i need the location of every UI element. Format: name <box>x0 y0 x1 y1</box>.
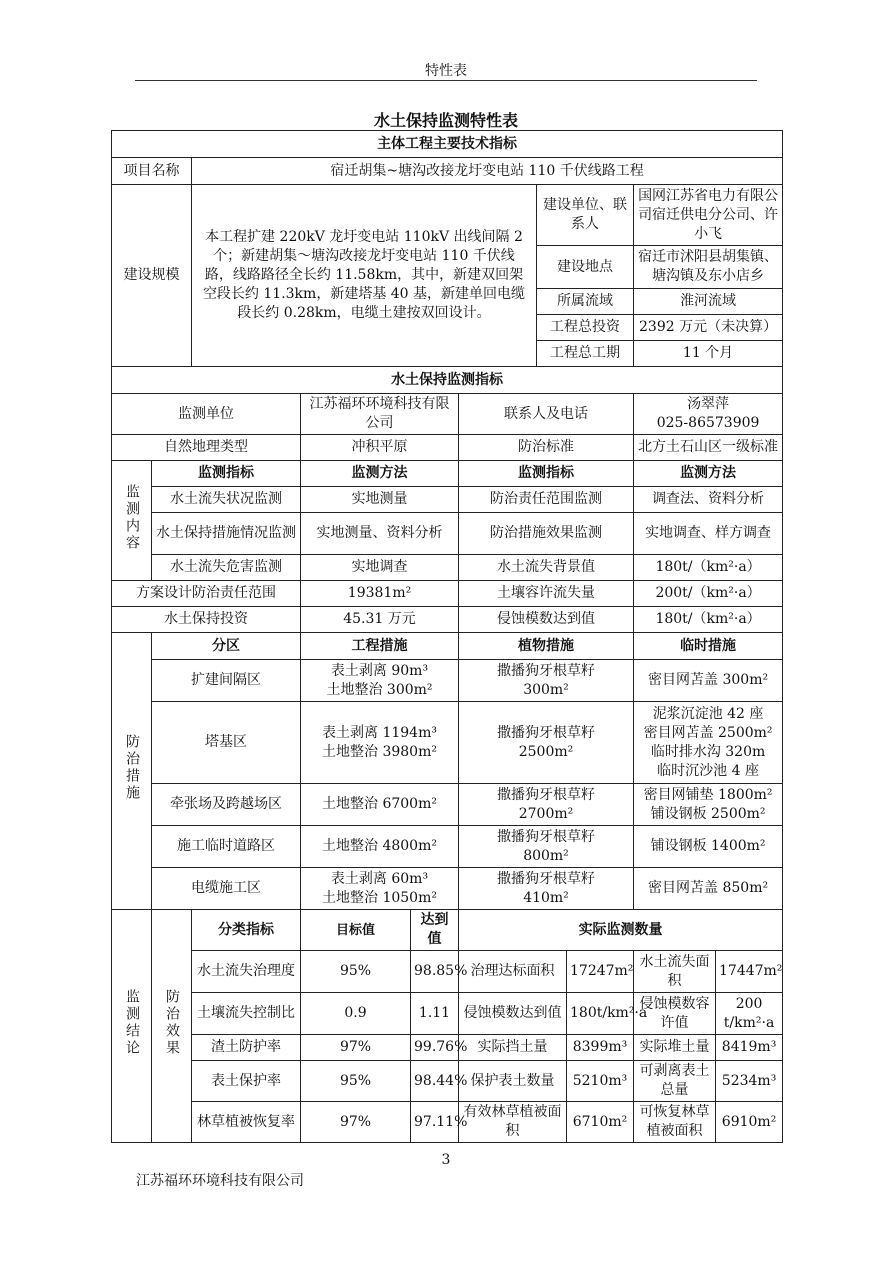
actual-value-2: 17447m² <box>716 951 783 993</box>
zone-name: 电缆施工区 <box>152 868 301 910</box>
basin-label: 所属流域 <box>537 289 634 315</box>
actual-item-2: 可恢复林草植被面积 <box>634 1102 716 1143</box>
engineering-measures: 表土剥离 1194m³ 土地整治 3980m² <box>301 702 459 784</box>
effect-row <box>112 951 783 993</box>
characteristics-table <box>111 130 783 1143</box>
monitoring-indicator: 水土保持措施情况监测 <box>152 513 301 555</box>
category-header: 分类指标 <box>192 910 301 951</box>
effect-label: 防治效果 <box>152 910 192 1143</box>
monitoring-indicator: 水土流失背景值 <box>459 555 634 581</box>
plant-measures: 撒播狗牙根草籽 2700m² <box>459 784 634 826</box>
construction-unit-value: 国网江苏省电力有限公司宿迁供电分公司、许小飞 <box>634 185 783 246</box>
actual-value-2: 8419m³ <box>716 1035 783 1061</box>
footer-company: 江苏福环环境科技有限公司 <box>136 1173 304 1189</box>
actual-value-1: 180t/km²·a <box>567 993 634 1035</box>
prevention-measures-label: 防治措施 <box>112 633 152 910</box>
header-divider <box>135 80 757 81</box>
engineering-measures: 土地整治 6700m² <box>301 784 459 826</box>
contact-label: 联系人及电话 <box>459 394 634 435</box>
monitoring-method: 180t/（km²·a） <box>634 555 783 581</box>
contact-value <box>634 394 783 435</box>
scale-text: 本工程扩建 220kV 龙圩变电站 110kV 出线间隔 2 个；新建胡集～塘沟改接龙圩变电站 110 千伏线路，线路路径全长约 11.58km，其中，新建双回架空段长约 11.3km，新建塔基 40 基，新建单回电缆段长约 0.28km，电缆土建按双回设计。 <box>192 185 537 367</box>
engineering-measures: 表土剥离 90m³ 土地整治 300m² <box>301 660 459 702</box>
monitoring-indicator: 防治责任范围监测 <box>459 487 634 513</box>
plant-measures: 撒播狗牙根草籽 800m² <box>459 826 634 868</box>
actual-item-2: 实际堆土量 <box>634 1035 716 1061</box>
actual-item-1: 治理达标面积 <box>459 951 567 993</box>
target-value: 0.9 <box>301 993 411 1035</box>
monitoring-content-label: 监测内容 <box>112 461 152 581</box>
target-value: 97% <box>301 1035 411 1061</box>
contact-phone: 025-86573909 <box>656 415 760 431</box>
target-value: 95% <box>301 1061 411 1102</box>
standard-value: 北方土石山区一级标准 <box>634 435 783 461</box>
plant-measures: 撒播狗牙根草籽 410m² <box>459 868 634 910</box>
page-header: 特性表 <box>425 63 467 79</box>
zone-name: 扩建间隔区 <box>152 660 301 702</box>
zone-header: 分区 <box>152 633 301 660</box>
effect-row <box>112 993 783 1035</box>
effect-row <box>112 1061 783 1102</box>
target-header: 目标值 <box>301 910 411 951</box>
actual-item-1: 有效林草植被面积 <box>459 1102 567 1143</box>
geo-type-label: 自然地理类型 <box>112 435 301 461</box>
actual-value-1: 8399m³ <box>567 1035 634 1061</box>
scope-value: 19381m² <box>301 581 459 607</box>
temporary-measures: 铺设钢板 1400m² <box>634 826 783 868</box>
erosion-achieved-label: 侵蚀模数达到值 <box>459 607 634 633</box>
achieved-value: 1.11 <box>411 993 459 1035</box>
actual-value-2: 5234m³ <box>716 1061 783 1102</box>
actual-item-1: 实际挡土量 <box>459 1035 567 1061</box>
period-value: 11 个月 <box>634 341 783 367</box>
engineering-header: 工程措施 <box>301 633 459 660</box>
project-name-label: 项目名称 <box>112 158 192 185</box>
monitoring-indicator: 防治措施效果监测 <box>459 513 634 555</box>
effect-row <box>112 1035 783 1061</box>
monitoring-indicator: 水土流失危害监测 <box>152 555 301 581</box>
document-title: 水土保持监测特性表 <box>373 111 518 130</box>
sw-investment-label: 水土保持投资 <box>112 607 301 633</box>
target-value: 97% <box>301 1102 411 1143</box>
category-name: 表土保护率 <box>192 1061 301 1102</box>
temporary-measures: 密目网苫盖 300m² <box>634 660 783 702</box>
section-title-main-project: 主体工程主要技术指标 <box>112 131 783 158</box>
monitoring-unit-label: 监测单位 <box>112 394 301 435</box>
actual-value-2: 6910m² <box>716 1102 783 1143</box>
contact-name: 汤翠萍 <box>687 396 730 412</box>
site-label: 建设地点 <box>537 246 634 289</box>
monitoring-method: 实地调查 <box>301 555 459 581</box>
section-title-monitoring: 水土保持监测指标 <box>112 367 783 394</box>
achieved-value: 99.76% <box>411 1035 459 1061</box>
achieved-value: 98.44% <box>411 1061 459 1102</box>
category-name: 水土流失治理度 <box>192 951 301 993</box>
actual-value-1: 6710m² <box>567 1102 634 1143</box>
indicator-header-1: 监测指标 <box>152 461 301 487</box>
geo-type-value: 冲积平原 <box>301 435 459 461</box>
allowable-loss-label: 土壤容许流失量 <box>459 581 634 607</box>
plant-measures: 撒播狗牙根草籽 300m² <box>459 660 634 702</box>
scale-label: 建设规模 <box>112 185 192 367</box>
standard-label: 防治标准 <box>459 435 634 461</box>
zone-name: 牵张场及跨越场区 <box>152 784 301 826</box>
project-name-value: 宿迁胡集~塘沟改接龙圩变电站 110 千伏线路工程 <box>192 158 783 185</box>
erosion-achieved-value: 180t/（km²·a） <box>634 607 783 633</box>
sw-investment-value: 45.31 万元 <box>301 607 459 633</box>
achieved-value: 97.11% <box>411 1102 459 1143</box>
basin-value: 淮河流域 <box>634 289 783 315</box>
actual-header: 实际监测数量 <box>459 910 783 951</box>
period-label: 工程总工期 <box>537 341 634 367</box>
effect-row <box>112 1102 783 1143</box>
achieved-header: 达到值 <box>411 910 459 951</box>
engineering-measures: 土地整治 4800m² <box>301 826 459 868</box>
achieved-value: 98.85% <box>411 951 459 993</box>
monitoring-method: 实地测量 <box>301 487 459 513</box>
page-number: 3 <box>441 1152 451 1168</box>
plant-header: 植物措施 <box>459 633 634 660</box>
actual-item-2: 可剥离表土总量 <box>634 1061 716 1102</box>
zone-name: 塔基区 <box>152 702 301 784</box>
method-header-1: 监测方法 <box>301 461 459 487</box>
temporary-measures: 密目网苫盖 850m² <box>634 868 783 910</box>
method-header-2: 监测方法 <box>634 461 783 487</box>
category-name: 渣土防护率 <box>192 1035 301 1061</box>
actual-value-1: 17247m² <box>567 951 634 993</box>
actual-item-1: 侵蚀模数达到值 <box>459 993 567 1035</box>
actual-item-2: 水土流失面积 <box>634 951 716 993</box>
actual-value-1: 5210m³ <box>567 1061 634 1102</box>
actual-item-2: 侵蚀模数容许值 <box>634 993 716 1035</box>
indicator-header-2: 监测指标 <box>459 461 634 487</box>
scope-label: 方案设计防治责任范围 <box>112 581 301 607</box>
construction-unit-label: 建设单位、联系人 <box>537 185 634 246</box>
monitoring-method: 实地测量、资料分析 <box>301 513 459 555</box>
category-name: 土壤流失控制比 <box>192 993 301 1035</box>
category-name: 林草植被恢复率 <box>192 1102 301 1143</box>
actual-item-1: 保护表土数量 <box>459 1061 567 1102</box>
actual-value-2: 200 t/km²·a <box>716 993 783 1035</box>
zone-name: 施工临时道路区 <box>152 826 301 868</box>
monitoring-method: 实地调查、样方调查 <box>634 513 783 555</box>
temporary-measures: 泥浆沉淀池 42 座 密目网苫盖 2500m² 临时排水沟 320m 临时沉沙池 4 座 <box>634 702 783 784</box>
target-value: 95% <box>301 951 411 993</box>
temporary-header: 临时措施 <box>634 633 783 660</box>
monitoring-method: 调查法、资料分析 <box>634 487 783 513</box>
plant-measures: 撒播狗牙根草籽 2500m² <box>459 702 634 784</box>
conclusion-label: 监测结论 <box>112 910 152 1143</box>
monitoring-unit-value: 江苏福环环境科技有限公司 <box>301 394 459 435</box>
temporary-measures: 密目网铺垫 1800m² 铺设钢板 2500m² <box>634 784 783 826</box>
monitoring-indicator: 水土流失状况监测 <box>152 487 301 513</box>
engineering-measures: 表土剥离 60m³ 土地整治 1050m² <box>301 868 459 910</box>
investment-value: 2392 万元（未决算） <box>634 315 783 341</box>
investment-label: 工程总投资 <box>537 315 634 341</box>
allowable-loss-value: 200t/（km²·a） <box>634 581 783 607</box>
site-value: 宿迁市沭阳县胡集镇、塘沟镇及东小店乡 <box>634 246 783 289</box>
